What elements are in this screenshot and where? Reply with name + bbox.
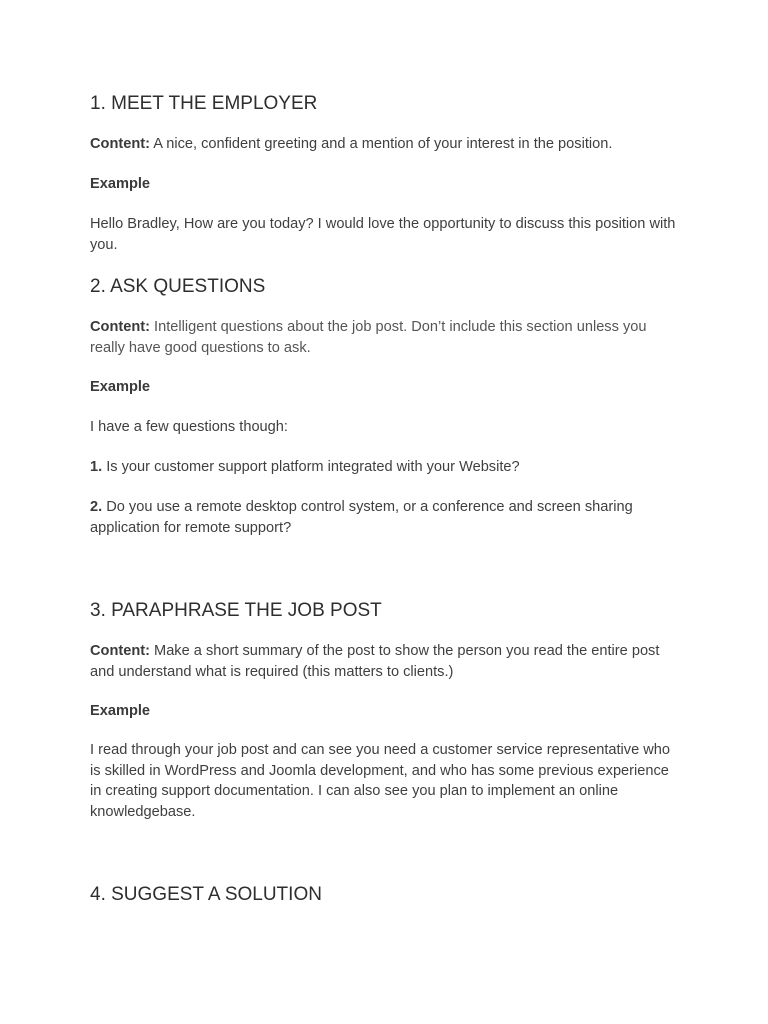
content-text: A nice, confident greeting and a mention of your interest in the position. — [149, 136, 613, 152]
section-3-heading: 3. PARAPHRASE THE JOB POST — [90, 600, 382, 621]
list-item-text: Is your customer support platform integrated with your Website? — [102, 459, 520, 475]
list-item-number: 2. — [90, 499, 103, 515]
section-1-example-label: Example — [90, 176, 151, 192]
section-3-content — [90, 641, 680, 682]
list-item — [90, 457, 680, 478]
list-item-text: Do you use a remote desktop control system, or a conference and screen sharing application for remote support? — [90, 499, 633, 536]
content-text: Make a short summary of the post to show the person you read the entire post and understand what is required (this matters to clients.) — [90, 643, 660, 680]
section-3-example-text: I read through your job post and can see you need a customer service representative who is skilled in WordPress and Joomla development, and who has some previous experience in creating support documentation. I can also see you plan to implement an online knowledgebase. — [90, 742, 671, 820]
list-item — [90, 497, 680, 538]
content-label: Content: — [90, 136, 150, 152]
content-text: Intelligent questions about the job post. Don’t include this section unless you really have good questions to ask. — [90, 319, 647, 356]
section-2-example-text: I have a few questions though: — [90, 419, 288, 435]
content-label: Content: — [90, 643, 150, 659]
section-3-example-label: Example — [90, 703, 151, 719]
list-item-number: 1. — [90, 459, 103, 475]
section-1-content — [90, 134, 680, 155]
section-2-content — [90, 317, 680, 358]
section-1-heading: 1. MEET THE EMPLOYER — [90, 93, 318, 114]
section-2-example-label: Example — [90, 379, 151, 395]
section-4-heading: 4. SUGGEST A SOLUTION — [90, 884, 322, 905]
content-label: Content: — [90, 319, 150, 335]
section-1-example-text: Hello Bradley, How are you today? I would love the opportunity to discuss this position with you. — [90, 216, 676, 253]
section-2-heading: 2. ASK QUESTIONS — [90, 276, 266, 297]
